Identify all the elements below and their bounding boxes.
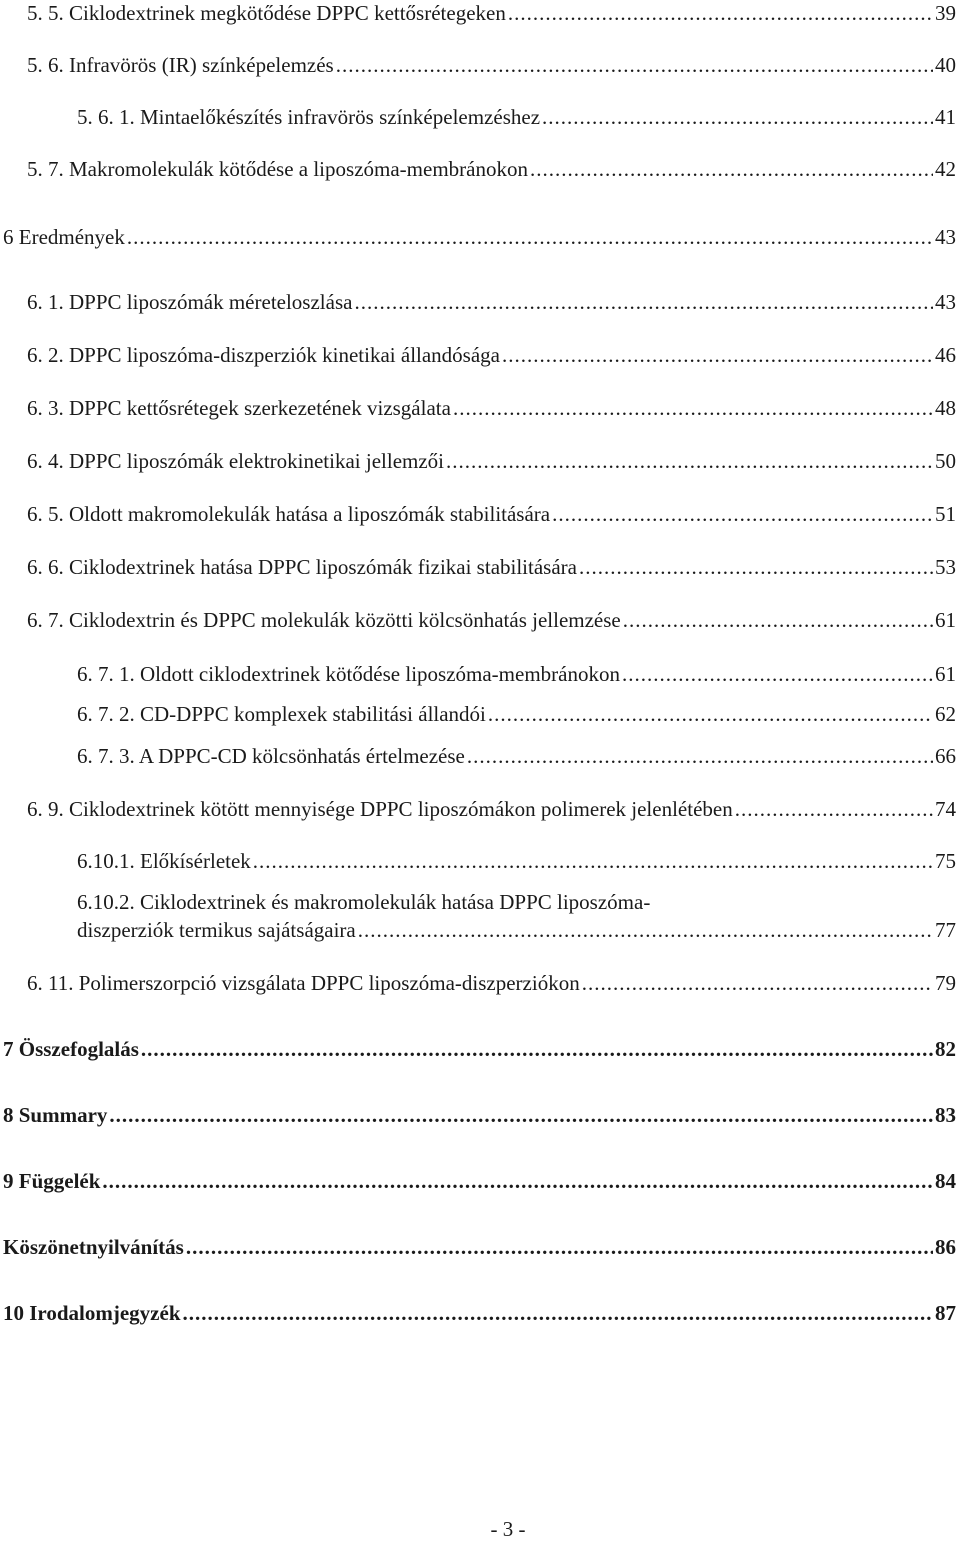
toc-leader-dots bbox=[186, 1234, 933, 1260]
toc-leader-dots bbox=[735, 796, 933, 822]
toc-entry[interactable] bbox=[3, 1234, 956, 1260]
toc-entry-label: 6. 7. 3. A DPPC-CD kölcsönhatás értelmezése bbox=[77, 744, 465, 768]
toc-leader-dots bbox=[582, 970, 933, 996]
toc-leader-dots bbox=[446, 448, 933, 474]
toc-entry[interactable] bbox=[77, 104, 956, 130]
toc-entry-page: 83 bbox=[935, 1103, 956, 1127]
toc-entry[interactable] bbox=[3, 1300, 956, 1326]
toc-entry-label: diszperziók termikus sajátságaira bbox=[77, 918, 356, 942]
toc-entry-page: 61 bbox=[935, 662, 956, 686]
toc-entry-label: 6.10.1. Előkísérletek bbox=[77, 849, 251, 873]
toc-entry-page: 75 bbox=[935, 849, 956, 873]
toc-entry-page: 42 bbox=[935, 157, 956, 181]
toc-entry[interactable] bbox=[27, 52, 956, 78]
toc-entry-label: Köszönetnyilvánítás bbox=[3, 1235, 184, 1259]
toc-entry[interactable] bbox=[27, 448, 956, 474]
toc-leader-dots bbox=[102, 1168, 933, 1194]
toc-entry-page: 53 bbox=[935, 555, 956, 579]
toc-entry-page: 84 bbox=[935, 1169, 956, 1193]
toc-entry[interactable] bbox=[77, 848, 956, 874]
toc-entry-label: 6. 3. DPPC kettősrétegek szerkezetének vizsgálata bbox=[27, 396, 451, 420]
toc-entry[interactable] bbox=[3, 224, 956, 250]
toc-leader-dots bbox=[141, 1036, 933, 1062]
toc-entry-page: 39 bbox=[935, 1, 956, 25]
toc-entry-label: 6 Eredmények bbox=[3, 225, 125, 249]
toc-leader-dots bbox=[109, 1102, 933, 1128]
toc-leader-dots bbox=[530, 156, 933, 182]
toc-leader-dots bbox=[467, 743, 933, 769]
toc-entry[interactable] bbox=[27, 970, 956, 996]
toc-entry[interactable] bbox=[27, 501, 956, 527]
toc-entry-page: 86 bbox=[935, 1235, 956, 1259]
toc-leader-dots bbox=[127, 224, 933, 250]
toc-entry-page: 43 bbox=[935, 290, 956, 314]
toc-leader-dots bbox=[542, 104, 933, 130]
toc-entry-label: 6. 2. DPPC liposzóma-diszperziók kinetikai állandósága bbox=[27, 343, 500, 367]
toc-leader-dots bbox=[623, 607, 933, 633]
toc-entry[interactable] bbox=[27, 395, 956, 421]
toc-entry-label: 9 Függelék bbox=[3, 1169, 101, 1193]
toc-entry[interactable] bbox=[3, 1036, 956, 1062]
toc-entry-label-line1: 6.10.2. Ciklodextrinek és makromolekulák hatása DPPC liposzóma- bbox=[77, 890, 651, 914]
toc-entry-page: 77 bbox=[935, 918, 956, 942]
toc-entry-label: 6. 4. DPPC liposzómák elektrokinetikai jellemzői bbox=[27, 449, 445, 473]
toc-leader-dots bbox=[502, 342, 933, 368]
toc-entry-page: 82 bbox=[935, 1037, 956, 1061]
toc-entry-label: 8 Summary bbox=[3, 1103, 108, 1127]
toc-leader-dots bbox=[358, 917, 933, 943]
toc-leader-dots bbox=[508, 0, 933, 26]
toc-entry-label: 5. 5. Ciklodextrinek megkötődése DPPC kettősrétegeken bbox=[27, 1, 506, 25]
toc-entry-label: 5. 6. 1. Mintaelőkészítés infravörös színképelemzéshez bbox=[77, 105, 541, 129]
toc-entry[interactable] bbox=[27, 796, 956, 822]
toc-leader-dots bbox=[354, 289, 933, 315]
toc-leader-dots bbox=[622, 661, 933, 687]
toc-leader-dots bbox=[253, 848, 933, 874]
toc-entry[interactable] bbox=[3, 1102, 956, 1128]
toc-entry-label: 6. 11. Polimerszorpció vizsgálata DPPC liposzóma-diszperziókon bbox=[27, 971, 580, 995]
toc-entry-page: 79 bbox=[935, 971, 956, 995]
toc-entry-label: 7 Összefoglalás bbox=[3, 1037, 139, 1061]
toc-entry-page: 87 bbox=[935, 1301, 956, 1325]
toc-leader-dots bbox=[183, 1300, 933, 1326]
toc-entry-page: 66 bbox=[935, 744, 956, 768]
toc-leader-dots bbox=[488, 701, 933, 727]
toc-leader-dots bbox=[453, 395, 933, 421]
toc-entry-label: 6. 7. 2. CD-DPPC komplexek stabilitási állandói bbox=[77, 702, 486, 726]
toc-entry-page: 74 bbox=[935, 797, 956, 821]
toc-entry[interactable] bbox=[3, 1168, 956, 1194]
toc-entry[interactable] bbox=[77, 661, 956, 687]
toc-entry-label: 6. 7. Ciklodextrin és DPPC molekulák közötti kölcsönhatás jellemzése bbox=[27, 608, 621, 632]
toc-leader-dots bbox=[552, 501, 933, 527]
toc-entry-page: 61 bbox=[935, 608, 956, 632]
toc-entry[interactable] bbox=[27, 554, 956, 580]
toc-entry-page: 48 bbox=[935, 396, 956, 420]
toc-entry[interactable] bbox=[27, 342, 956, 368]
toc-entry-page: 46 bbox=[935, 343, 956, 367]
toc-entry[interactable] bbox=[27, 156, 956, 182]
page-number: - 3 - bbox=[490, 1517, 526, 1541]
toc-entry-page: 41 bbox=[935, 105, 956, 129]
toc-entry[interactable] bbox=[27, 607, 956, 633]
toc-entry-page: 62 bbox=[935, 702, 956, 726]
toc-leader-dots bbox=[336, 52, 933, 78]
toc-entry-label: 6. 9. Ciklodextrinek kötött mennyisége DPPC liposzómákon polimerek jelenlétében bbox=[27, 797, 733, 821]
toc-entry-label: 6. 6. Ciklodextrinek hatása DPPC liposzómák fizikai stabilitására bbox=[27, 555, 577, 579]
toc-entry-label: 10 Irodalomjegyzék bbox=[3, 1301, 181, 1325]
toc-entry-page: 50 bbox=[935, 449, 956, 473]
toc-entry-page: 51 bbox=[935, 502, 956, 526]
toc-entry-label: 5. 7. Makromolekulák kötődése a liposzóma-membránokon bbox=[27, 157, 528, 181]
toc-entry-label: 6. 7. 1. Oldott ciklodextrinek kötődése liposzóma-membránokon bbox=[77, 662, 620, 686]
toc-entry[interactable] bbox=[27, 0, 956, 26]
toc-entry-page: 40 bbox=[935, 53, 956, 77]
toc-entry[interactable] bbox=[77, 743, 956, 769]
toc-entry[interactable] bbox=[77, 701, 956, 727]
toc-entry-label: 6. 5. Oldott makromolekulák hatása a liposzómák stabilitására bbox=[27, 502, 551, 526]
toc-entry-label: 6. 1. DPPC liposzómák méreteloszlása bbox=[27, 290, 353, 314]
toc-entry[interactable] bbox=[27, 289, 956, 315]
toc-entry-page: 43 bbox=[935, 225, 956, 249]
toc-leader-dots bbox=[579, 554, 933, 580]
toc-entry[interactable] bbox=[77, 917, 956, 943]
toc-entry-label: 5. 6. Infravörös (IR) színképelemzés bbox=[27, 53, 334, 77]
